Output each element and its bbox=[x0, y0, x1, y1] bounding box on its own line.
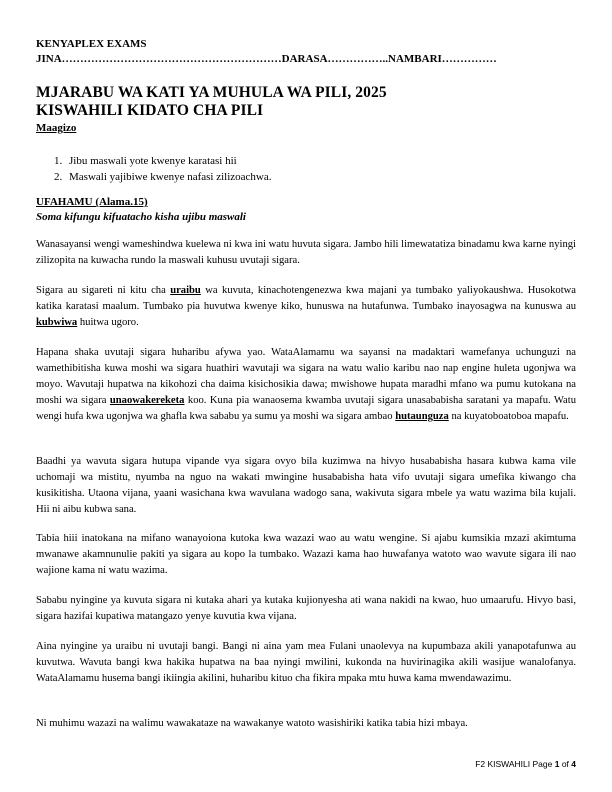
section-subheading: Soma kifungu kifuatacho kisha ujibu maswali bbox=[36, 211, 246, 223]
passage-paragraph-3: Hapana shaka uvutaji sigara huharibu afywa yao. WataAlamamu wa sayansi na madaktari wamefanya uchunguzi na wamethibitisha kuwa moshi wa sigara huathiri wavutaji wa sigara na watu walio karibu nao nap engine huleta ugonjwa wa moyo. Wavutaji hupatwa na kikohozi cha daima kisichosikia dawa; mwishowe hupata maradhi mfano wa pumu kutokana na moshi wa sigara unaowakereketa koo. Kuna pia wanaosema kwamba uvutaji sigara unasababisha saratani ya mapafu. Watu wengi hufa kwa ugonjwa wa ghafla kwa sababu ya sumu ya moshi wa sigara ambao hutaunguza na kuyatoboatoboa mapafu. bbox=[36, 347, 576, 422]
exam-title: MJARABU WA KATI YA MUHULA WA PILI, 2025 bbox=[36, 84, 387, 101]
passage-paragraph-8: Ni muhimu wazazi na walimu wawakataze na wawakanye watoto wasishiriki katika tabia hizi mbaya. bbox=[36, 718, 468, 729]
passage-paragraph-5: Tabia hiii inatokana na mifano wanayoiona kutoka kwa wazazi wao au watu wengine. Si ajabu kumsikia mzazi akimtuma mwanawe akamnunulie pakiti ya sigara au kopo la tumbako. Wazazi kama hao huwafanya watoto wao wavute sigara ili nao wajione kama ni watu wazima. bbox=[36, 533, 576, 576]
instruction-text: Maswali yajibiwe kwenye nafasi zilizoachwa. bbox=[69, 171, 272, 183]
nambari-label: .NAMBARI bbox=[385, 53, 442, 65]
passage-paragraph-6: Sababu nyingine ya kuvuta sigara ni kutaka ahari ya kutaka kujionyesha ati wana nakidi na kwao, huo umaarufu. Hivyo basi, sigara hazifai kupatiwa matangazo yenye kuvutia kwa vijana. bbox=[36, 595, 576, 622]
instruction-item bbox=[54, 153, 272, 169]
instruction-item bbox=[54, 169, 272, 185]
passage-paragraph-4: Baadhi ya wavuta sigara hutupa vipande vya sigara ovyo bila kuzimwa na hivyo husababisha hasara kubwa kama vile uchomaji wa mistitu, nyumba na nguo na wakati mwingine husababisha hata vifo uvutaji sigara umefika kiwango cha kusikitisha. Utaona vijana, yaani wasichana kwa wavulana wadogo sana, wakivuta sigara mbele ya watu wazima bila kujali. Hii ni aibu kubwa sana. bbox=[36, 456, 576, 515]
instructions-list bbox=[54, 153, 272, 185]
jina-label: JINA bbox=[36, 53, 62, 65]
passage-paragraph-7: Aina nyingine ya uraibu ni uvutaji bangi. Bangi ni aina yam mea Fulani unaolevya na kupumbaza akili yanapotafunwa au kuvutwa. Wavuta bangi kwa hakika hupatwa na baa nyingi mwilini, kukonda na huvirinagika akili wasijue wanalofanya. WataAlamamu husema bangi ikiingia akilini, huharibu kituo cha fikira mpaka mtu huwa kama mwendawazimu. bbox=[36, 641, 576, 684]
darasa-field[interactable]: ……………. bbox=[327, 53, 386, 65]
student-info-line bbox=[36, 53, 497, 65]
passage-paragraph-2: Sigara au sigareti ni kitu cha uraibu wa kuvuta, kinachotengenezwa kwa majani ya tumbako yaliyokaushwa. Husokotwa katika karatasi maalum. Tumbako pia huvutwa kwenye kiko, hunuswa na hutafunwa. Tumbako inayosagwa na kunuswa au kubwiwa huitwa ugoro. bbox=[36, 285, 576, 328]
page-total: 4 bbox=[571, 759, 576, 769]
exam-subtitle: KISWAHILI KIDATO CHA PILI bbox=[36, 102, 264, 119]
instruction-number: 1. bbox=[54, 155, 63, 167]
instruction-text: Jibu maswali yote kwenye karatasi hii bbox=[69, 155, 237, 167]
vocab-word-uraibu: uraibu bbox=[170, 285, 201, 296]
page-number: 1 bbox=[554, 759, 560, 769]
vocab-word-hutaunguza: hutaunguza bbox=[395, 411, 449, 422]
passage-paragraph-1: Wanasayansi wengi wameshindwa kuelewa ni kwa ini watu huvuta sigara. Jambo hili limewatatiza binadamu kwa karne nyingi zilizopita na kuwacha rundo la maswali kuhusu uvutaji sigara. bbox=[36, 239, 576, 266]
jina-field[interactable]: …………………………………………………… bbox=[61, 53, 282, 65]
page-footer: F2 KISWAHILI Page 1 of 4 bbox=[475, 759, 576, 769]
darasa-label: DARASA bbox=[281, 53, 328, 65]
instructions-heading: Maagizo bbox=[36, 122, 77, 134]
section-heading: UFAHAMU (Alama.15) bbox=[36, 196, 148, 208]
nambari-field[interactable]: …………… bbox=[441, 53, 497, 65]
school-name: KENYAPLEX EXAMS bbox=[36, 38, 147, 50]
vocab-word-kubwiwa: kubwiwa bbox=[36, 317, 78, 328]
vocab-word-unaowakereketa: unaowakereketa bbox=[109, 395, 185, 406]
instruction-number: 2. bbox=[54, 171, 63, 183]
